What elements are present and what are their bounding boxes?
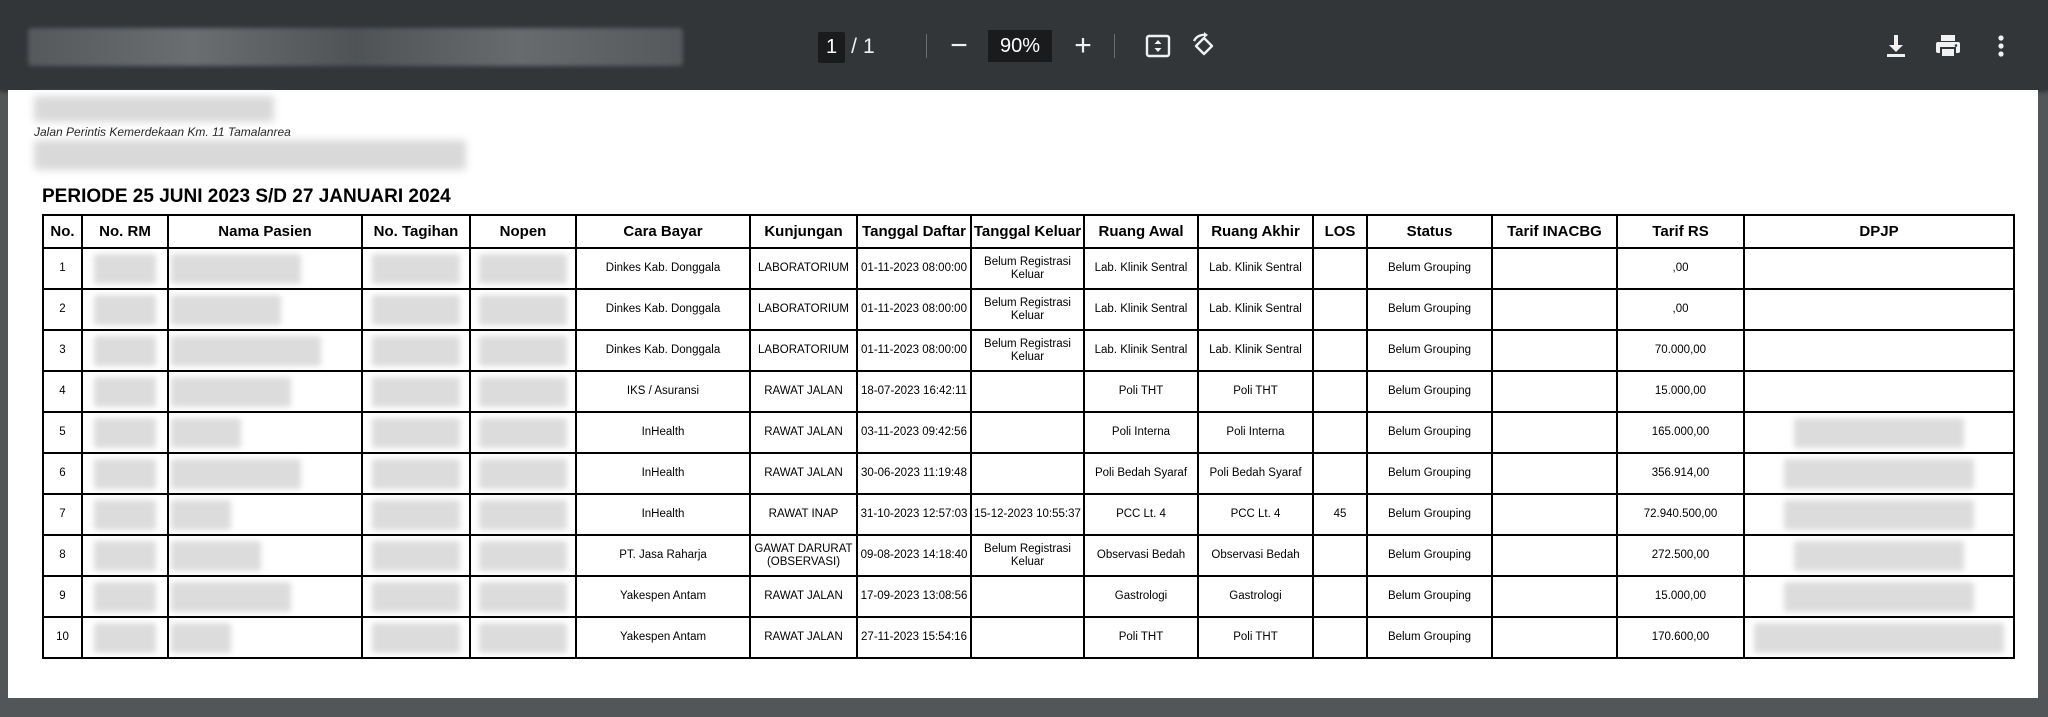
cell-kunjungan: LABORATORIUM	[750, 248, 857, 289]
zoom-out-button[interactable]	[944, 28, 974, 64]
cell-no-tagihan-redacted	[362, 412, 470, 453]
redacted-value	[94, 377, 156, 407]
current-page-input[interactable]: 1	[818, 32, 845, 63]
cell-tarif-inacbg	[1492, 453, 1617, 494]
cell-cara-bayar: IKS / Asuransi	[576, 371, 750, 412]
table-row	[43, 248, 2014, 289]
cell-tarif-inacbg	[1492, 494, 1617, 535]
redacted-value	[94, 500, 156, 530]
cell-ruang-awal: Poli THT	[1084, 617, 1198, 658]
cell-nama-pasien-redacted	[168, 248, 362, 289]
cell-no-tagihan-redacted	[362, 617, 470, 658]
cell-no-tagihan-redacted	[362, 371, 470, 412]
institution-contact-redacted	[34, 140, 466, 170]
table-row	[43, 576, 2014, 617]
cell-no-rm-redacted	[82, 494, 168, 535]
fit-page-button[interactable]	[1140, 28, 1176, 64]
table-row	[43, 535, 2014, 576]
toolbar-divider	[926, 34, 927, 58]
cell-nopen-redacted	[470, 371, 576, 412]
column-header: No.	[43, 215, 82, 248]
cell-los	[1313, 412, 1367, 453]
redacted-value	[479, 459, 567, 489]
redacted-value	[1784, 500, 1974, 530]
cell-ruang-awal: Lab. Klinik Sentral	[1084, 289, 1198, 330]
cell-ruang-awal: Observasi Bedah	[1084, 535, 1198, 576]
cell-nama-pasien-redacted	[168, 412, 362, 453]
cell-no-rm-redacted	[82, 453, 168, 494]
redacted-value	[372, 459, 460, 489]
redacted-value	[94, 336, 156, 366]
cell-kunjungan: GAWAT DARURAT (OBSERVASI)	[750, 535, 857, 576]
cell-no-rm-redacted	[82, 617, 168, 658]
cell-tanggal-keluar	[971, 371, 1084, 412]
cell-no-rm-redacted	[82, 248, 168, 289]
cell-tanggal-daftar: 09-08-2023 14:18:40	[857, 535, 971, 576]
cell-tanggal-keluar: Belum Registrasi Keluar	[971, 289, 1084, 330]
cell-status: Belum Grouping	[1367, 576, 1492, 617]
redacted-value	[1794, 541, 1964, 571]
redacted-value	[171, 582, 291, 612]
redacted-value	[479, 295, 567, 325]
redacted-value	[479, 500, 567, 530]
cell-dpjp-redacted	[1744, 494, 2014, 535]
cell-tanggal-keluar	[971, 576, 1084, 617]
zoom-level-input[interactable]: 90%	[988, 30, 1052, 62]
cell-tanggal-keluar	[971, 453, 1084, 494]
redacted-value	[372, 295, 460, 325]
cell-ruang-akhir: Poli Interna	[1198, 412, 1313, 453]
cell-no-tagihan-redacted	[362, 330, 470, 371]
rotate-button[interactable]	[1186, 28, 1222, 64]
cell-los	[1313, 371, 1367, 412]
cell-los	[1313, 576, 1367, 617]
cell-ruang-akhir: Lab. Klinik Sentral	[1198, 330, 1313, 371]
cell-nopen-redacted	[470, 453, 576, 494]
redacted-value	[171, 377, 291, 407]
download-icon	[1884, 33, 1908, 59]
cell-cara-bayar: InHealth	[576, 453, 750, 494]
table-row	[43, 412, 2014, 453]
download-button[interactable]	[1880, 28, 1912, 64]
cell-tanggal-daftar: 31-10-2023 12:57:03	[857, 494, 971, 535]
cell-tarif-inacbg	[1492, 248, 1617, 289]
cell-no: 1	[43, 248, 82, 289]
cell-ruang-akhir: Poli THT	[1198, 617, 1313, 658]
cell-ruang-awal: PCC Lt. 4	[1084, 494, 1198, 535]
cell-cara-bayar: Dinkes Kab. Donggala	[576, 248, 750, 289]
column-header: DPJP	[1744, 215, 2014, 248]
cell-dpjp-redacted	[1744, 248, 2014, 289]
cell-nopen-redacted	[470, 248, 576, 289]
cell-no: 4	[43, 371, 82, 412]
cell-los	[1313, 289, 1367, 330]
cell-no-rm-redacted	[82, 535, 168, 576]
cell-nama-pasien-redacted	[168, 494, 362, 535]
cell-nama-pasien-redacted	[168, 330, 362, 371]
redacted-value	[479, 582, 567, 612]
cell-tarif-inacbg	[1492, 330, 1617, 371]
table-row	[43, 494, 2014, 535]
toolbar-divider	[1114, 34, 1115, 58]
cell-nopen-redacted	[470, 576, 576, 617]
cell-tarif-rs: ,00	[1617, 289, 1744, 330]
cell-no-rm-redacted	[82, 289, 168, 330]
redacted-value	[372, 623, 460, 653]
redacted-value	[1784, 582, 1974, 612]
cell-no-tagihan-redacted	[362, 576, 470, 617]
cell-tanggal-keluar: 15-12-2023 10:55:37	[971, 494, 1084, 535]
cell-no-rm-redacted	[82, 412, 168, 453]
cell-status: Belum Grouping	[1367, 617, 1492, 658]
cell-no: 8	[43, 535, 82, 576]
cell-no: 6	[43, 453, 82, 494]
cell-nopen-redacted	[470, 617, 576, 658]
cell-ruang-awal: Poli Interna	[1084, 412, 1198, 453]
cell-tanggal-keluar: Belum Registrasi Keluar	[971, 535, 1084, 576]
redacted-value	[479, 418, 567, 448]
cell-dpjp-redacted	[1744, 412, 2014, 453]
cell-dpjp-redacted	[1744, 617, 2014, 658]
cell-tanggal-daftar: 18-07-2023 16:42:11	[857, 371, 971, 412]
cell-ruang-akhir: Poli Bedah Syaraf	[1198, 453, 1313, 494]
redacted-value	[479, 623, 567, 653]
redacted-value	[1784, 459, 1974, 489]
redacted-value	[479, 254, 567, 284]
redacted-value	[372, 418, 460, 448]
cell-tarif-rs: 165.000,00	[1617, 412, 1744, 453]
cell-no-rm-redacted	[82, 576, 168, 617]
redacted-value	[479, 336, 567, 366]
cell-dpjp-redacted	[1744, 330, 2014, 371]
redacted-value	[372, 377, 460, 407]
print-button[interactable]	[1930, 28, 1966, 64]
column-header: No. RM	[82, 215, 168, 248]
cell-dpjp-redacted	[1744, 371, 2014, 412]
pdf-toolbar	[0, 0, 2048, 90]
cell-no: 10	[43, 617, 82, 658]
cell-ruang-awal: Gastrologi	[1084, 576, 1198, 617]
cell-los	[1313, 535, 1367, 576]
cell-tanggal-keluar: Belum Registrasi Keluar	[971, 330, 1084, 371]
cell-ruang-akhir: Lab. Klinik Sentral	[1198, 248, 1313, 289]
cell-ruang-awal: Poli THT	[1084, 371, 1198, 412]
redacted-value	[94, 459, 156, 489]
cell-tarif-rs: ,00	[1617, 248, 1744, 289]
redacted-value	[171, 459, 301, 489]
cell-ruang-akhir: Gastrologi	[1198, 576, 1313, 617]
column-header: Tarif INACBG	[1492, 215, 1617, 248]
column-header: Cara Bayar	[576, 215, 750, 248]
cell-nama-pasien-redacted	[168, 371, 362, 412]
cell-tarif-rs: 356.914,00	[1617, 453, 1744, 494]
zoom-in-button[interactable]	[1068, 28, 1098, 64]
redacted-value	[372, 582, 460, 612]
cell-nama-pasien-redacted	[168, 617, 362, 658]
cell-los	[1313, 248, 1367, 289]
cell-los	[1313, 330, 1367, 371]
redacted-value	[479, 541, 567, 571]
redacted-value	[372, 336, 460, 366]
cell-cara-bayar: InHealth	[576, 494, 750, 535]
report-table	[42, 214, 2015, 659]
redacted-value	[94, 623, 156, 653]
cell-no-tagihan-redacted	[362, 535, 470, 576]
cell-tarif-inacbg	[1492, 371, 1617, 412]
cell-tarif-rs: 170.600,00	[1617, 617, 1744, 658]
redacted-value	[171, 500, 231, 530]
column-header: Tarif RS	[1617, 215, 1744, 248]
redacted-value	[372, 541, 460, 571]
cell-kunjungan: RAWAT JALAN	[750, 371, 857, 412]
cell-cara-bayar: Yakespen Antam	[576, 576, 750, 617]
document-title-redacted	[28, 28, 683, 66]
cell-tanggal-daftar: 17-09-2023 13:08:56	[857, 576, 971, 617]
cell-ruang-awal: Lab. Klinik Sentral	[1084, 330, 1198, 371]
cell-status: Belum Grouping	[1367, 248, 1492, 289]
cell-kunjungan: LABORATORIUM	[750, 330, 857, 371]
cell-no-tagihan-redacted	[362, 494, 470, 535]
cell-tarif-inacbg	[1492, 412, 1617, 453]
zoom-in-icon: +	[1074, 29, 1092, 62]
cell-nopen-redacted	[470, 330, 576, 371]
cell-los	[1313, 453, 1367, 494]
cell-tarif-rs: 72.940.500,00	[1617, 494, 1744, 535]
cell-nama-pasien-redacted	[168, 289, 362, 330]
cell-tanggal-keluar	[971, 412, 1084, 453]
cell-status: Belum Grouping	[1367, 453, 1492, 494]
more-options-icon	[1997, 33, 2005, 59]
table-header-row	[43, 215, 2014, 248]
cell-tarif-rs: 15.000,00	[1617, 576, 1744, 617]
redacted-value	[479, 377, 567, 407]
institution-name-redacted	[34, 96, 274, 122]
cell-ruang-akhir: Observasi Bedah	[1198, 535, 1313, 576]
cell-tarif-inacbg	[1492, 535, 1617, 576]
cell-nama-pasien-redacted	[168, 535, 362, 576]
column-header: No. Tagihan	[362, 215, 470, 248]
cell-cara-bayar: Yakespen Antam	[576, 617, 750, 658]
cell-kunjungan: RAWAT JALAN	[750, 453, 857, 494]
redacted-value	[372, 500, 460, 530]
cell-status: Belum Grouping	[1367, 289, 1492, 330]
rotate-icon	[1190, 32, 1218, 60]
redacted-value	[171, 254, 301, 284]
cell-no-rm-redacted	[82, 330, 168, 371]
cell-ruang-awal: Lab. Klinik Sentral	[1084, 248, 1198, 289]
cell-no-tagihan-redacted	[362, 289, 470, 330]
column-header: Tanggal Keluar	[971, 215, 1084, 248]
cell-ruang-akhir: PCC Lt. 4	[1198, 494, 1313, 535]
column-header: Kunjungan	[750, 215, 857, 248]
cell-tanggal-daftar: 03-11-2023 09:42:56	[857, 412, 971, 453]
cell-kunjungan: RAWAT INAP	[750, 494, 857, 535]
column-header: Ruang Akhir	[1198, 215, 1313, 248]
redacted-value	[372, 254, 460, 284]
cell-nopen-redacted	[470, 535, 576, 576]
column-header: Status	[1367, 215, 1492, 248]
cell-cara-bayar: InHealth	[576, 412, 750, 453]
cell-tanggal-daftar: 01-11-2023 08:00:00	[857, 330, 971, 371]
cell-tanggal-daftar: 30-06-2023 11:19:48	[857, 453, 971, 494]
column-header: Nama Pasien	[168, 215, 362, 248]
cell-kunjungan: RAWAT JALAN	[750, 617, 857, 658]
table-row	[43, 617, 2014, 658]
table-row	[43, 330, 2014, 371]
cell-status: Belum Grouping	[1367, 330, 1492, 371]
column-header: LOS	[1313, 215, 1367, 248]
column-header: Tanggal Daftar	[857, 215, 971, 248]
redacted-value	[94, 582, 156, 612]
cell-kunjungan: RAWAT JALAN	[750, 412, 857, 453]
cell-no: 3	[43, 330, 82, 371]
cell-tarif-inacbg	[1492, 617, 1617, 658]
zoom-out-icon: −	[950, 29, 968, 62]
cell-status: Belum Grouping	[1367, 371, 1492, 412]
institution-address: Jalan Perintis Kemerdekaan Km. 11 Tamalanrea	[34, 125, 291, 139]
cell-tarif-rs: 272.500,00	[1617, 535, 1744, 576]
redacted-value	[171, 418, 241, 448]
cell-dpjp-redacted	[1744, 289, 2014, 330]
cell-nama-pasien-redacted	[168, 453, 362, 494]
cell-nopen-redacted	[470, 412, 576, 453]
cell-no-rm-redacted	[82, 371, 168, 412]
cell-no: 5	[43, 412, 82, 453]
cell-tanggal-daftar: 01-11-2023 08:00:00	[857, 289, 971, 330]
redacted-value	[171, 295, 281, 325]
cell-nama-pasien-redacted	[168, 576, 362, 617]
cell-ruang-akhir: Poli THT	[1198, 371, 1313, 412]
print-icon	[1934, 33, 1962, 59]
report-period: PERIODE 25 JUNI 2023 S/D 27 JANUARI 2024	[42, 186, 451, 207]
cell-no-tagihan-redacted	[362, 248, 470, 289]
table-row	[43, 453, 2014, 494]
page-indicator	[818, 30, 875, 64]
cell-no: 9	[43, 576, 82, 617]
redacted-value	[171, 541, 261, 571]
table-row	[43, 289, 2014, 330]
redacted-value	[171, 336, 321, 366]
cell-status: Belum Grouping	[1367, 412, 1492, 453]
cell-nopen-redacted	[470, 289, 576, 330]
cell-cara-bayar: PT. Jasa Raharja	[576, 535, 750, 576]
table-row	[43, 371, 2014, 412]
cell-cara-bayar: Dinkes Kab. Donggala	[576, 330, 750, 371]
cell-dpjp-redacted	[1744, 576, 2014, 617]
cell-los	[1313, 617, 1367, 658]
cell-tarif-inacbg	[1492, 289, 1617, 330]
redacted-value	[1754, 623, 2004, 653]
total-pages: 1	[862, 35, 875, 58]
redacted-value	[1794, 418, 1964, 448]
redacted-value	[94, 418, 156, 448]
fit-page-icon	[1145, 33, 1171, 59]
redacted-value	[94, 254, 156, 284]
cell-cara-bayar: Dinkes Kab. Donggala	[576, 289, 750, 330]
cell-tarif-rs: 15.000,00	[1617, 371, 1744, 412]
cell-tarif-rs: 70.000,00	[1617, 330, 1744, 371]
cell-tanggal-daftar: 27-11-2023 15:54:16	[857, 617, 971, 658]
cell-no-tagihan-redacted	[362, 453, 470, 494]
redacted-value	[171, 623, 231, 653]
cell-status: Belum Grouping	[1367, 535, 1492, 576]
cell-tanggal-keluar	[971, 617, 1084, 658]
cell-los: 45	[1313, 494, 1367, 535]
cell-kunjungan: LABORATORIUM	[750, 289, 857, 330]
cell-tarif-inacbg	[1492, 576, 1617, 617]
more-options-button[interactable]	[1986, 28, 2016, 64]
cell-ruang-awal: Poli Bedah Syaraf	[1084, 453, 1198, 494]
cell-kunjungan: RAWAT JALAN	[750, 576, 857, 617]
cell-ruang-akhir: Lab. Klinik Sentral	[1198, 289, 1313, 330]
redacted-value	[94, 295, 156, 325]
cell-dpjp-redacted	[1744, 453, 2014, 494]
cell-dpjp-redacted	[1744, 535, 2014, 576]
cell-no: 2	[43, 289, 82, 330]
cell-status: Belum Grouping	[1367, 494, 1492, 535]
page-separator: /	[851, 35, 857, 58]
cell-tanggal-keluar: Belum Registrasi Keluar	[971, 248, 1084, 289]
column-header: Ruang Awal	[1084, 215, 1198, 248]
column-header: Nopen	[470, 215, 576, 248]
cell-nopen-redacted	[470, 494, 576, 535]
cell-tanggal-daftar: 01-11-2023 08:00:00	[857, 248, 971, 289]
cell-no: 7	[43, 494, 82, 535]
redacted-value	[94, 541, 156, 571]
